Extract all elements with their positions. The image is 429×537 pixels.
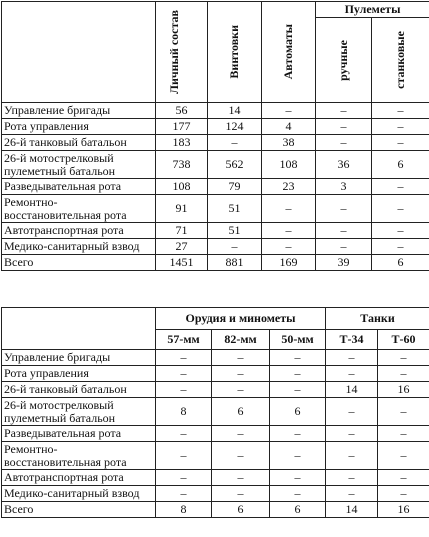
cell-value: – [212,366,270,382]
cell-value: – [316,239,372,255]
cell-value: – [262,195,316,223]
table-row [2,239,429,255]
personnel-weapons-table [1,1,429,271]
row-label: Рота управления [2,119,156,135]
table-row [2,135,429,151]
cell-value: – [326,486,378,502]
cell-value: 23 [262,179,316,195]
row-label: Медико-санитарный взвод [2,239,156,255]
cell-value: – [156,470,212,486]
cell-value: – [262,223,316,239]
row-label: Управление бригады [2,350,156,366]
cell-value: – [270,486,326,502]
cell-value: 6 [212,398,270,426]
table2-header-t60: Т-60 [378,330,429,350]
cell-value: – [316,135,372,151]
cell-value: – [372,135,429,151]
cell-value: 1451 [156,255,208,271]
table1-header-rifles [208,2,262,103]
table2-header-t34: Т-34 [326,330,378,350]
cell-value: – [156,442,212,470]
cell-value: 14 [326,382,378,398]
cell-value: – [326,366,378,382]
header-rifles-label: Винтовки [227,25,241,79]
cell-value: 51 [208,195,262,223]
cell-value: 108 [156,179,208,195]
row-label: Разведывательная рота [2,179,156,195]
table-row [2,426,429,442]
cell-value: – [270,426,326,442]
row-label: Автотранспортная рота [2,470,156,486]
table2-header-57mm: 57-мм [156,330,212,350]
cell-value: – [326,442,378,470]
row-label: Автотранспортная рота [2,223,156,239]
cell-value: – [378,398,429,426]
cell-value: – [372,239,429,255]
row-label: Ремонтно-восстановительная рота [2,195,156,223]
cell-value: – [212,382,270,398]
cell-value: – [316,119,372,135]
cell-value: – [208,239,262,255]
row-label: Всего [2,255,156,271]
cell-value: 6 [212,502,270,518]
cell-value: 8 [156,398,212,426]
table2-body [2,350,429,518]
cell-value: 177 [156,119,208,135]
cell-value: 91 [156,195,208,223]
header-light-mg-label: ручные [336,39,350,81]
table-row [2,470,429,486]
cell-value: 6 [270,502,326,518]
cell-value: 169 [262,255,316,271]
table-row [2,195,429,223]
cell-value: – [212,350,270,366]
cell-value: – [372,103,429,119]
cell-value: 6 [270,398,326,426]
cell-value: 39 [316,255,372,271]
table-row [2,179,429,195]
table-row [2,382,429,398]
row-label: 26-й мотострелковый пулеметный батальон [2,398,156,426]
cell-value: 79 [208,179,262,195]
cell-value: – [316,103,372,119]
cell-value: 183 [156,135,208,151]
cell-value: – [372,119,429,135]
table-row [2,255,429,271]
cell-value: – [212,470,270,486]
table2-header-tanks: Танки [326,308,429,330]
cell-value: – [316,223,372,239]
cell-value: – [270,350,326,366]
table1-body [2,103,429,271]
cell-value: – [378,442,429,470]
cell-value: – [326,350,378,366]
cell-value: 16 [378,382,429,398]
artillery-tanks-table [1,307,429,518]
cell-value: 124 [208,119,262,135]
cell-value: 36 [316,151,372,179]
cell-value: 51 [208,223,262,239]
cell-value: 6 [372,151,429,179]
table2-header-guns-mortars: Орудия и минометы [156,308,326,330]
cell-value: – [372,179,429,195]
table-row [2,151,429,179]
cell-value: – [270,442,326,470]
cell-value: – [378,470,429,486]
row-label: 26-й мотострелковый пулеметный батальон [2,151,156,179]
cell-value: 4 [262,119,316,135]
cell-value: 881 [208,255,262,271]
cell-value: – [378,366,429,382]
cell-value: 71 [156,223,208,239]
header-automatics-label: Автоматы [281,24,295,80]
cell-value: 27 [156,239,208,255]
cell-value: – [212,486,270,502]
table-row [2,502,429,518]
table-row [2,223,429,239]
cell-value: – [378,426,429,442]
cell-value: – [326,470,378,486]
cell-value: – [156,350,212,366]
cell-value: 16 [378,502,429,518]
cell-value: – [212,426,270,442]
table-row [2,486,429,502]
table2-corner-cell [2,308,156,350]
table-row [2,442,429,470]
cell-value: – [270,366,326,382]
table1-header-light-mg [316,18,372,103]
cell-value: 8 [156,502,212,518]
cell-value: 14 [326,502,378,518]
cell-value: – [156,486,212,502]
cell-value: 562 [208,151,262,179]
cell-value: 738 [156,151,208,179]
cell-value: – [326,426,378,442]
row-label: 26-й танковый батальон [2,382,156,398]
cell-value: – [156,426,212,442]
cell-value: – [212,442,270,470]
cell-value: – [378,486,429,502]
cell-value: – [372,223,429,239]
table2-header-82mm: 82-мм [212,330,270,350]
cell-value: – [262,239,316,255]
cell-value: 14 [208,103,262,119]
row-label: Управление бригады [2,103,156,119]
table-row [2,350,429,366]
row-label: Рота управления [2,366,156,382]
header-personnel-label: Личный состав [166,10,181,94]
cell-value: 3 [316,179,372,195]
table1-header-machine-guns: Пулеметы [316,2,429,18]
table1-header-automatics [262,2,316,103]
cell-value: – [372,195,429,223]
cell-value: 108 [262,151,316,179]
table-row [2,366,429,382]
cell-value: – [262,103,316,119]
row-label: 26-й танковый батальон [2,135,156,151]
cell-value: – [156,382,212,398]
table-row [2,119,429,135]
table1-header-heavy-mg [372,18,429,103]
cell-value: 6 [372,255,429,271]
table1-header-personnel [156,2,208,103]
table-row [2,398,429,426]
cell-value: 56 [156,103,208,119]
row-label: Ремонтно-восстановительная рота [2,442,156,470]
row-label: Разведывательная рота [2,426,156,442]
cell-value: – [270,382,326,398]
row-label: Всего [2,502,156,518]
cell-value: – [270,470,326,486]
table-row [2,103,429,119]
cell-value: 38 [262,135,316,151]
cell-value: – [156,366,212,382]
table2-header-50mm: 50-мм [270,330,326,350]
cell-value: – [326,398,378,426]
cell-value: – [316,195,372,223]
table1-corner-cell [2,2,156,103]
cell-value: – [208,135,262,151]
header-heavy-mg-label: станковые [393,31,407,89]
cell-value: – [378,350,429,366]
row-label: Медико-санитарный взвод [2,486,156,502]
